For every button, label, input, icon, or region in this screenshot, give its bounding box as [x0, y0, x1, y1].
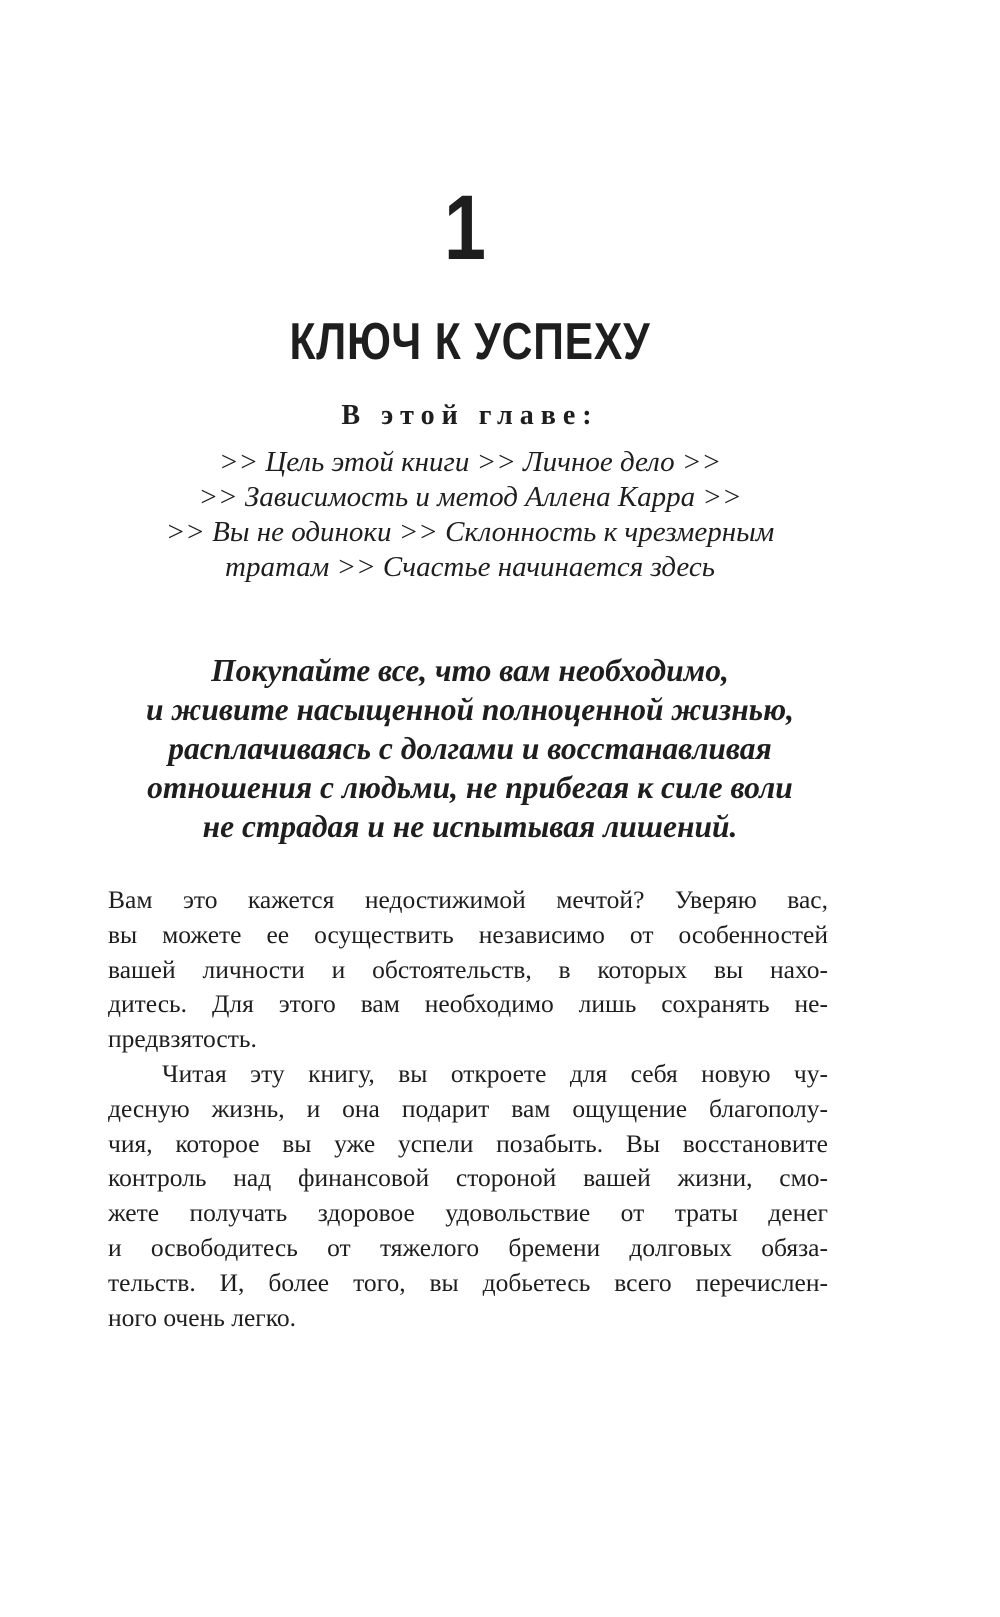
contents-heading: В этой главе:: [341, 400, 599, 431]
text-line: контроль над финансовой стороной вашей жизни, смо-: [108, 1163, 828, 1193]
text-line: тельств. И, более того, вы добьетесь всего перечислен-: [108, 1267, 828, 1297]
contents-line: >> Цель этой книги >> Личное дело >>: [218, 446, 722, 478]
body-text: [108, 883, 828, 1335]
chapter-title: КЛЮЧ К УСПЕХУ: [289, 313, 651, 371]
epigraph-line: не страдая и не испытывая лишений.: [202, 809, 738, 844]
paragraph-2: [108, 1057, 828, 1335]
text-line: жете получать здоровое удовольствие от траты денег: [108, 1198, 828, 1228]
text-line: дитесь. Для этого вам необходимо лишь сохранять не-: [108, 989, 828, 1019]
text-line: предвзятость.: [108, 1024, 257, 1054]
text-line: вашей личности и обстоятельств, в которых вы нахо-: [108, 954, 828, 984]
chapter-number: 1: [444, 177, 486, 279]
epigraph-line: отношения с людьми, не прибегая к силе воли: [147, 770, 793, 805]
contents-line: тратам >> Счастье начинается здесь: [225, 551, 715, 583]
text-line: ного очень легко.: [108, 1302, 296, 1332]
text-line: Вам это кажется недостижимой мечтой? Уверяю вас,: [108, 885, 828, 914]
text-line: десную жизнь, и она подарит вам ощущение благополу-: [108, 1093, 828, 1123]
text-line: вы можете ее осуществить независимо от особенностей: [108, 919, 828, 949]
contents-list: [0, 445, 940, 585]
contents-line: >> Зависимость и метод Аллена Карра >>: [198, 481, 742, 513]
epigraph-line: и живите насыщенной полноценной жизнью,: [146, 692, 794, 727]
epigraph-line: Покупайте все, что вам необходимо,: [211, 653, 729, 688]
text-line: чия, которое вы уже успели позабыть. Вы восстановите: [108, 1128, 828, 1158]
epigraph: [0, 651, 940, 846]
contents-line: >> Вы не одиноки >> Склонность к чрезмерным: [165, 516, 775, 548]
epigraph-line: расплачиваясь с долгами и восстанавливая: [168, 731, 772, 766]
text-line: Читая эту книгу, вы откроете для себя новую чу-: [162, 1058, 828, 1088]
paragraph-1: [108, 883, 828, 1057]
text-line: и освободитесь от тяжелого бремени долговых обяза-: [108, 1232, 828, 1262]
